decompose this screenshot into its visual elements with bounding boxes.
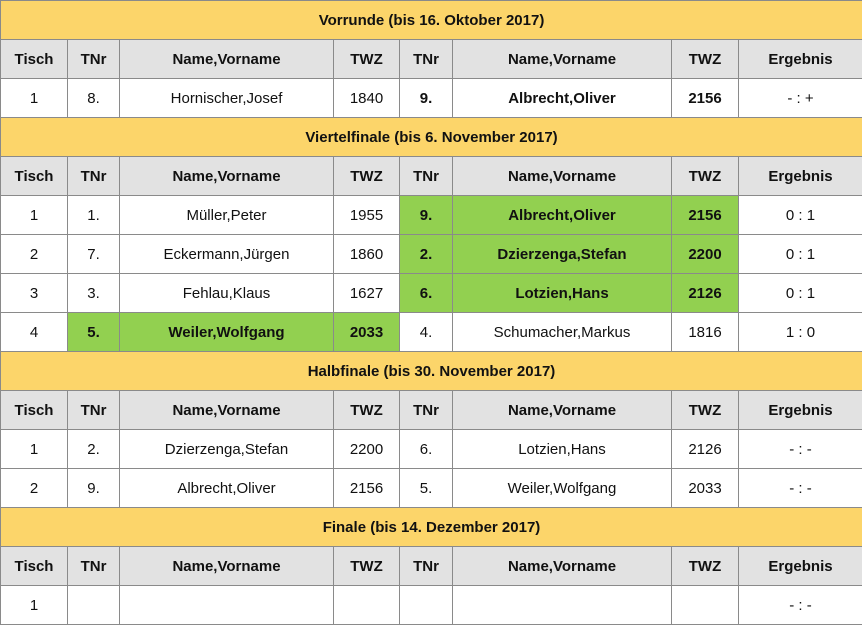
result: 0 : 1 bbox=[739, 196, 862, 235]
white-name: Fehlau,Klaus bbox=[120, 274, 334, 313]
col-black-twz: TWZ bbox=[672, 157, 739, 196]
col-black-tnr: TNr bbox=[400, 391, 453, 430]
tisch-cell: 2 bbox=[1, 469, 68, 508]
col-black-twz: TWZ bbox=[672, 40, 739, 79]
black-twz bbox=[672, 586, 739, 625]
col-white-tnr: TNr bbox=[68, 40, 120, 79]
white-tnr: 7. bbox=[68, 235, 120, 274]
black-name: Albrecht,Oliver bbox=[453, 79, 672, 118]
black-twz-winner: 2200 bbox=[672, 235, 739, 274]
game-row bbox=[1, 469, 862, 508]
black-name-winner: Albrecht,Oliver bbox=[453, 196, 672, 235]
black-twz: 2033 bbox=[672, 469, 739, 508]
tisch-cell: 2 bbox=[1, 235, 68, 274]
white-tnr-winner: 5. bbox=[68, 313, 120, 352]
col-white-twz: TWZ bbox=[334, 547, 400, 586]
white-name bbox=[120, 586, 334, 625]
result: - : + bbox=[739, 79, 862, 118]
col-ergebnis: Ergebnis bbox=[739, 40, 862, 79]
white-tnr bbox=[68, 586, 120, 625]
white-twz bbox=[334, 586, 400, 625]
white-twz: 1840 bbox=[334, 79, 400, 118]
black-tnr: 5. bbox=[400, 469, 453, 508]
round-header-halbfinale bbox=[1, 352, 862, 391]
white-name-winner: Weiler,Wolfgang bbox=[120, 313, 334, 352]
column-header-row bbox=[1, 40, 862, 79]
round-title: Finale (bis 14. Dezember 2017) bbox=[1, 508, 862, 547]
col-ergebnis: Ergebnis bbox=[739, 547, 862, 586]
black-name: Schumacher,Markus bbox=[453, 313, 672, 352]
col-white-name: Name,Vorname bbox=[120, 157, 334, 196]
round-title: Vorrunde (bis 16. Oktober 2017) bbox=[1, 1, 862, 40]
white-name: Eckermann,Jürgen bbox=[120, 235, 334, 274]
col-white-twz: TWZ bbox=[334, 40, 400, 79]
black-tnr: 6. bbox=[400, 430, 453, 469]
col-ergebnis: Ergebnis bbox=[739, 157, 862, 196]
white-tnr: 1. bbox=[68, 196, 120, 235]
col-white-twz: TWZ bbox=[334, 391, 400, 430]
white-name: Dzierzenga,Stefan bbox=[120, 430, 334, 469]
black-name: Lotzien,Hans bbox=[453, 430, 672, 469]
column-header-row bbox=[1, 157, 862, 196]
tisch-cell: 3 bbox=[1, 274, 68, 313]
game-row bbox=[1, 313, 862, 352]
white-twz: 1955 bbox=[334, 196, 400, 235]
white-twz: 1627 bbox=[334, 274, 400, 313]
white-tnr: 9. bbox=[68, 469, 120, 508]
round-title: Halbfinale (bis 30. November 2017) bbox=[1, 352, 862, 391]
white-tnr: 2. bbox=[68, 430, 120, 469]
round-header-viertelfinale bbox=[1, 118, 862, 157]
result: 0 : 1 bbox=[739, 235, 862, 274]
black-tnr: 4. bbox=[400, 313, 453, 352]
result: - : - bbox=[739, 586, 862, 625]
col-white-name: Name,Vorname bbox=[120, 40, 334, 79]
result: 0 : 1 bbox=[739, 274, 862, 313]
black-name-winner: Lotzien,Hans bbox=[453, 274, 672, 313]
white-name: Albrecht,Oliver bbox=[120, 469, 334, 508]
col-tisch: Tisch bbox=[1, 157, 68, 196]
game-row bbox=[1, 79, 862, 118]
black-twz-winner: 2156 bbox=[672, 196, 739, 235]
white-tnr: 8. bbox=[68, 79, 120, 118]
round-header-finale bbox=[1, 508, 862, 547]
round-title: Viertelfinale (bis 6. November 2017) bbox=[1, 118, 862, 157]
col-white-name: Name,Vorname bbox=[120, 391, 334, 430]
game-row bbox=[1, 235, 862, 274]
black-tnr-winner: 2. bbox=[400, 235, 453, 274]
col-black-name: Name,Vorname bbox=[453, 391, 672, 430]
col-tisch: Tisch bbox=[1, 391, 68, 430]
col-tisch: Tisch bbox=[1, 40, 68, 79]
black-tnr: 9. bbox=[400, 79, 453, 118]
game-row bbox=[1, 196, 862, 235]
black-tnr bbox=[400, 586, 453, 625]
white-twz: 2200 bbox=[334, 430, 400, 469]
round-header-vorrunde bbox=[1, 1, 862, 40]
game-row bbox=[1, 586, 862, 625]
black-twz: 2126 bbox=[672, 430, 739, 469]
col-black-name: Name,Vorname bbox=[453, 40, 672, 79]
black-tnr-winner: 9. bbox=[400, 196, 453, 235]
col-white-tnr: TNr bbox=[68, 157, 120, 196]
col-black-name: Name,Vorname bbox=[453, 157, 672, 196]
tisch-cell: 4 bbox=[1, 313, 68, 352]
tisch-cell: 1 bbox=[1, 586, 68, 625]
tisch-cell: 1 bbox=[1, 430, 68, 469]
tisch-cell: 1 bbox=[1, 196, 68, 235]
white-tnr: 3. bbox=[68, 274, 120, 313]
col-black-name: Name,Vorname bbox=[453, 547, 672, 586]
col-white-tnr: TNr bbox=[68, 391, 120, 430]
white-twz: 1860 bbox=[334, 235, 400, 274]
column-header-row bbox=[1, 547, 862, 586]
white-name: Hornischer,Josef bbox=[120, 79, 334, 118]
col-white-name: Name,Vorname bbox=[120, 547, 334, 586]
white-twz: 2156 bbox=[334, 469, 400, 508]
col-black-tnr: TNr bbox=[400, 547, 453, 586]
white-twz-winner: 2033 bbox=[334, 313, 400, 352]
black-twz-winner: 2126 bbox=[672, 274, 739, 313]
column-header-row bbox=[1, 391, 862, 430]
col-ergebnis: Ergebnis bbox=[739, 391, 862, 430]
col-black-tnr: TNr bbox=[400, 40, 453, 79]
col-black-twz: TWZ bbox=[672, 547, 739, 586]
col-white-twz: TWZ bbox=[334, 157, 400, 196]
result: 1 : 0 bbox=[739, 313, 862, 352]
game-row bbox=[1, 274, 862, 313]
white-name: Müller,Peter bbox=[120, 196, 334, 235]
black-name-winner: Dzierzenga,Stefan bbox=[453, 235, 672, 274]
black-name bbox=[453, 586, 672, 625]
col-black-tnr: TNr bbox=[400, 157, 453, 196]
black-twz: 2156 bbox=[672, 79, 739, 118]
game-row bbox=[1, 430, 862, 469]
black-twz: 1816 bbox=[672, 313, 739, 352]
col-black-twz: TWZ bbox=[672, 391, 739, 430]
black-tnr-winner: 6. bbox=[400, 274, 453, 313]
black-name: Weiler,Wolfgang bbox=[453, 469, 672, 508]
col-white-tnr: TNr bbox=[68, 547, 120, 586]
col-tisch: Tisch bbox=[1, 547, 68, 586]
result: - : - bbox=[739, 469, 862, 508]
tisch-cell: 1 bbox=[1, 79, 68, 118]
result: - : - bbox=[739, 430, 862, 469]
